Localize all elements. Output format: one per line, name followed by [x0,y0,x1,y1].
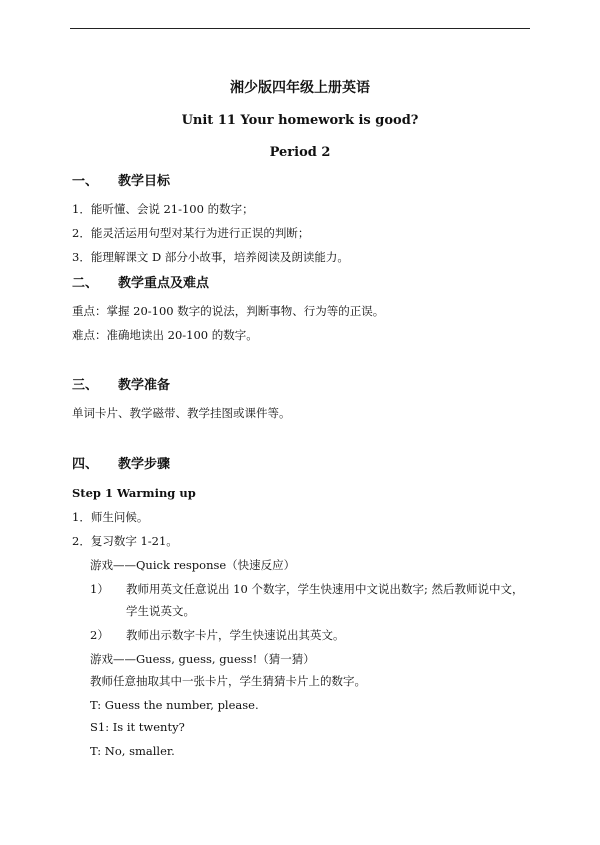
sub-item-number: 2） [90,628,109,642]
sub-item-text: 学生说英文。 [126,604,195,618]
step-heading: Step 1 Warming up [72,486,196,500]
section-title: 教学重点及难点 [118,276,210,291]
sub-item-number: 1） [90,582,109,596]
list-item: 1．能听懂、会说 21-100 的数字； [72,202,254,216]
document-title: 湘少版四年级上册英语 [230,80,370,96]
section-heading [72,378,170,394]
game-title: 游戏——Guess, guess, guess!（猜一猜） [90,652,315,666]
section-title: 教学目标 [118,174,171,189]
header-rule [70,28,530,29]
section-heading [72,174,170,190]
section-number: 二、 [72,276,99,291]
section-number: 一、 [72,174,99,189]
list-item: 单词卡片、教学磁带、教学挂图或课件等。 [72,406,291,420]
section-number: 四、 [72,457,99,472]
sub-item-text: 教师用英文任意说出 10 个数字，学生快速用中文说出数字; 然后教师说中文， [126,582,524,596]
section-title: 教学准备 [118,378,171,393]
unit-title: Unit 11 Your homework is good? [181,113,419,128]
period-title: Period 2 [269,145,331,160]
section-title: 教学步骤 [118,457,171,472]
list-item: 难点：准确地读出 20-100 的数字。 [72,328,258,342]
section-number: 三、 [72,378,99,393]
list-item: 1．师生问候。 [72,510,149,524]
dialogue-line: T: No, smaller. [90,744,175,758]
dialogue-line: T: Guess the number, please. [90,698,259,712]
list-item: 重点：掌握 20-100 数字的说法，判断事物、行为等的正误。 [72,304,385,318]
list-item: 2．复习数字 1-21。 [72,534,178,548]
section-heading [72,276,209,292]
dialogue-line: S1: Is it twenty? [90,720,185,734]
list-item: 教师任意抽取其中一张卡片，学生猜猜卡片上的数字。 [90,674,366,688]
section-heading [72,457,170,473]
game-title: 游戏——Quick response（快速反应） [90,558,296,572]
list-item: 3．能理解课文 D 部分小故事，培养阅读及朗读能力。 [72,250,349,264]
list-item: 2．能灵活运用句型对某行为进行正误的判断； [72,226,310,240]
sub-item-text: 教师出示数字卡片，学生快速说出其英文。 [126,628,345,642]
